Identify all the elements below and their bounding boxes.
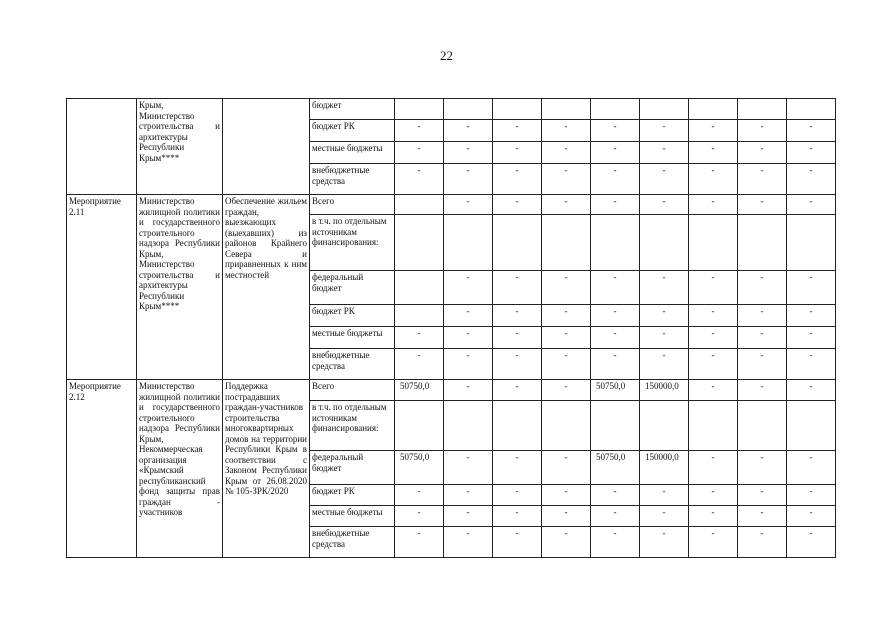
value-cell: - xyxy=(542,380,591,401)
financing-table xyxy=(66,98,836,558)
source-cell: местные бюджеты xyxy=(310,327,395,349)
value-cell: - xyxy=(395,506,444,527)
value-cell: 150000,0 xyxy=(640,451,689,485)
value-cell: - xyxy=(542,349,591,380)
value-cell: - xyxy=(689,271,738,305)
value-cell: - xyxy=(493,271,542,305)
value-cell xyxy=(689,99,738,120)
value-cell: - xyxy=(689,349,738,380)
value-cell xyxy=(493,215,542,271)
value-cell: - xyxy=(493,195,542,215)
value-cell xyxy=(787,99,836,120)
value-cell: - xyxy=(493,485,542,506)
value-cell: - xyxy=(738,120,787,142)
value-cell: - xyxy=(493,142,542,164)
value-cell: - xyxy=(787,485,836,506)
value-cell xyxy=(787,401,836,451)
value-cell: - xyxy=(738,271,787,305)
value-cell: - xyxy=(444,195,493,215)
value-cell: - xyxy=(493,451,542,485)
source-cell: федеральный бюджет xyxy=(310,271,395,305)
value-cell: - xyxy=(689,120,738,142)
table-row xyxy=(67,380,836,401)
value-cell: - xyxy=(542,305,591,327)
value-cell xyxy=(395,271,444,305)
value-cell xyxy=(640,99,689,120)
value-cell: 50750,0 xyxy=(591,451,640,485)
value-cell: - xyxy=(542,485,591,506)
value-cell xyxy=(640,215,689,271)
value-cell: - xyxy=(493,527,542,558)
value-cell: - xyxy=(787,271,836,305)
value-cell xyxy=(591,401,640,451)
value-cell: - xyxy=(689,142,738,164)
value-cell: - xyxy=(493,120,542,142)
value-cell: - xyxy=(689,305,738,327)
page-number: 22 xyxy=(440,48,453,63)
value-cell xyxy=(493,99,542,120)
source-cell: Всего xyxy=(310,195,395,215)
value-cell: - xyxy=(444,120,493,142)
value-cell xyxy=(444,401,493,451)
value-cell: - xyxy=(738,142,787,164)
value-cell xyxy=(395,401,444,451)
value-cell: - xyxy=(591,506,640,527)
value-cell xyxy=(787,215,836,271)
description-cell xyxy=(223,99,310,195)
value-cell: - xyxy=(640,327,689,349)
value-cell: - xyxy=(591,527,640,558)
source-cell: федеральный бюджет xyxy=(310,451,395,485)
value-cell: - xyxy=(591,120,640,142)
value-cell: - xyxy=(640,527,689,558)
value-cell: - xyxy=(542,142,591,164)
source-cell: местные бюджеты xyxy=(310,506,395,527)
value-cell: - xyxy=(444,451,493,485)
value-cell xyxy=(542,215,591,271)
value-cell: - xyxy=(787,380,836,401)
value-cell: - xyxy=(591,327,640,349)
value-cell: - xyxy=(738,485,787,506)
value-cell: - xyxy=(493,327,542,349)
value-cell: - xyxy=(395,164,444,195)
value-cell: - xyxy=(689,195,738,215)
value-cell: - xyxy=(493,164,542,195)
value-cell: - xyxy=(395,142,444,164)
source-cell: внебюджетные средства xyxy=(310,527,395,558)
value-cell xyxy=(738,99,787,120)
description-cell: Обеспечение жильем граждан, выезжающих (выехавших) из районов Крайнего Севера и приравненных к ним местностей xyxy=(223,195,310,380)
source-cell: бюджет РК xyxy=(310,120,395,142)
value-cell: 50750,0 xyxy=(395,451,444,485)
event-cell: Мероприятие 2.11 xyxy=(67,195,137,380)
value-cell: - xyxy=(542,120,591,142)
value-cell: - xyxy=(591,271,640,305)
responsible-cell: Министерство жилищной политики и государственного строительного надзора Республики Крым, Некоммерческая организация «Крымский республиканский фонд защиты прав граждан - участников xyxy=(137,380,223,558)
value-cell: - xyxy=(787,527,836,558)
value-cell: - xyxy=(787,349,836,380)
value-cell: - xyxy=(395,485,444,506)
source-cell: в т.ч. по отдельным источникам финансирования: xyxy=(310,401,395,451)
source-cell: местные бюджеты xyxy=(310,142,395,164)
value-cell: - xyxy=(542,271,591,305)
source-cell: внебюджетные средства xyxy=(310,349,395,380)
value-cell: - xyxy=(640,305,689,327)
value-cell: - xyxy=(640,164,689,195)
value-cell: - xyxy=(591,195,640,215)
value-cell: - xyxy=(787,120,836,142)
value-cell: - xyxy=(542,527,591,558)
value-cell: - xyxy=(591,349,640,380)
value-cell: - xyxy=(591,142,640,164)
value-cell: - xyxy=(444,380,493,401)
value-cell: - xyxy=(542,451,591,485)
value-cell: - xyxy=(738,527,787,558)
value-cell xyxy=(395,305,444,327)
value-cell: - xyxy=(542,195,591,215)
value-cell: - xyxy=(542,506,591,527)
value-cell: - xyxy=(395,120,444,142)
value-cell xyxy=(395,195,444,215)
value-cell xyxy=(689,215,738,271)
value-cell: - xyxy=(640,506,689,527)
value-cell: - xyxy=(640,349,689,380)
value-cell: - xyxy=(689,485,738,506)
value-cell: - xyxy=(689,164,738,195)
source-cell: бюджет РК xyxy=(310,305,395,327)
source-cell: Всего xyxy=(310,380,395,401)
value-cell: 150000,0 xyxy=(640,380,689,401)
value-cell xyxy=(395,215,444,271)
responsible-cell: Министерство жилищной политики и государственного строительного надзора Республики Крым, Министерство строительства и архитектуры Республики Крым**** xyxy=(137,195,223,380)
value-cell: - xyxy=(689,506,738,527)
value-cell: - xyxy=(444,164,493,195)
value-cell xyxy=(493,401,542,451)
value-cell: - xyxy=(640,485,689,506)
value-cell: - xyxy=(640,271,689,305)
source-cell: бюджет xyxy=(310,99,395,120)
value-cell: - xyxy=(444,305,493,327)
value-cell: - xyxy=(738,195,787,215)
value-cell: - xyxy=(542,164,591,195)
event-cell xyxy=(67,99,137,195)
source-cell: в т.ч. по отдельным источникам финансирования: xyxy=(310,215,395,271)
value-cell: 50750,0 xyxy=(591,380,640,401)
value-cell: - xyxy=(444,485,493,506)
value-cell: - xyxy=(493,506,542,527)
value-cell: - xyxy=(689,327,738,349)
source-cell: бюджет РК xyxy=(310,485,395,506)
table-row xyxy=(67,99,836,120)
value-cell: - xyxy=(444,327,493,349)
value-cell: - xyxy=(444,142,493,164)
value-cell: - xyxy=(787,327,836,349)
value-cell xyxy=(591,99,640,120)
value-cell: - xyxy=(542,327,591,349)
event-cell: Мероприятие 2.12 xyxy=(67,380,137,558)
value-cell: - xyxy=(738,305,787,327)
value-cell: - xyxy=(493,380,542,401)
value-cell: - xyxy=(689,380,738,401)
value-cell: - xyxy=(787,506,836,527)
value-cell: - xyxy=(395,527,444,558)
value-cell: - xyxy=(591,485,640,506)
value-cell: - xyxy=(395,349,444,380)
value-cell xyxy=(444,215,493,271)
value-cell xyxy=(738,215,787,271)
value-cell: - xyxy=(738,380,787,401)
value-cell: - xyxy=(738,164,787,195)
table-row xyxy=(67,195,836,215)
value-cell xyxy=(395,99,444,120)
value-cell: - xyxy=(640,142,689,164)
value-cell: - xyxy=(444,506,493,527)
responsible-cell: Крым, Министерство строительства и архитектуры Республики Крым**** xyxy=(137,99,223,195)
value-cell: - xyxy=(493,305,542,327)
description-cell: Поддержка пострадавших граждан-участников строительства многоквартирных домов на территории Республики Крым в соответствии с Законом Республики Крым от 26.08.2020 № 105-ЗРК/2020 xyxy=(223,380,310,558)
value-cell: - xyxy=(787,451,836,485)
value-cell: - xyxy=(689,527,738,558)
value-cell: - xyxy=(444,271,493,305)
value-cell: - xyxy=(738,349,787,380)
value-cell xyxy=(689,401,738,451)
value-cell: - xyxy=(787,164,836,195)
value-cell: - xyxy=(787,305,836,327)
value-cell: 50750,0 xyxy=(395,380,444,401)
value-cell: - xyxy=(787,195,836,215)
value-cell: - xyxy=(640,120,689,142)
value-cell xyxy=(542,401,591,451)
value-cell: - xyxy=(444,349,493,380)
value-cell: - xyxy=(738,327,787,349)
value-cell: - xyxy=(444,527,493,558)
source-cell: внебюджетные средства xyxy=(310,164,395,195)
value-cell: - xyxy=(395,327,444,349)
value-cell: - xyxy=(591,305,640,327)
value-cell: - xyxy=(738,451,787,485)
value-cell: - xyxy=(738,506,787,527)
value-cell xyxy=(591,215,640,271)
value-cell xyxy=(640,401,689,451)
value-cell: - xyxy=(493,349,542,380)
value-cell: - xyxy=(787,142,836,164)
value-cell: - xyxy=(640,195,689,215)
value-cell xyxy=(738,401,787,451)
value-cell xyxy=(444,99,493,120)
value-cell: - xyxy=(591,164,640,195)
value-cell xyxy=(542,99,591,120)
value-cell: - xyxy=(689,451,738,485)
